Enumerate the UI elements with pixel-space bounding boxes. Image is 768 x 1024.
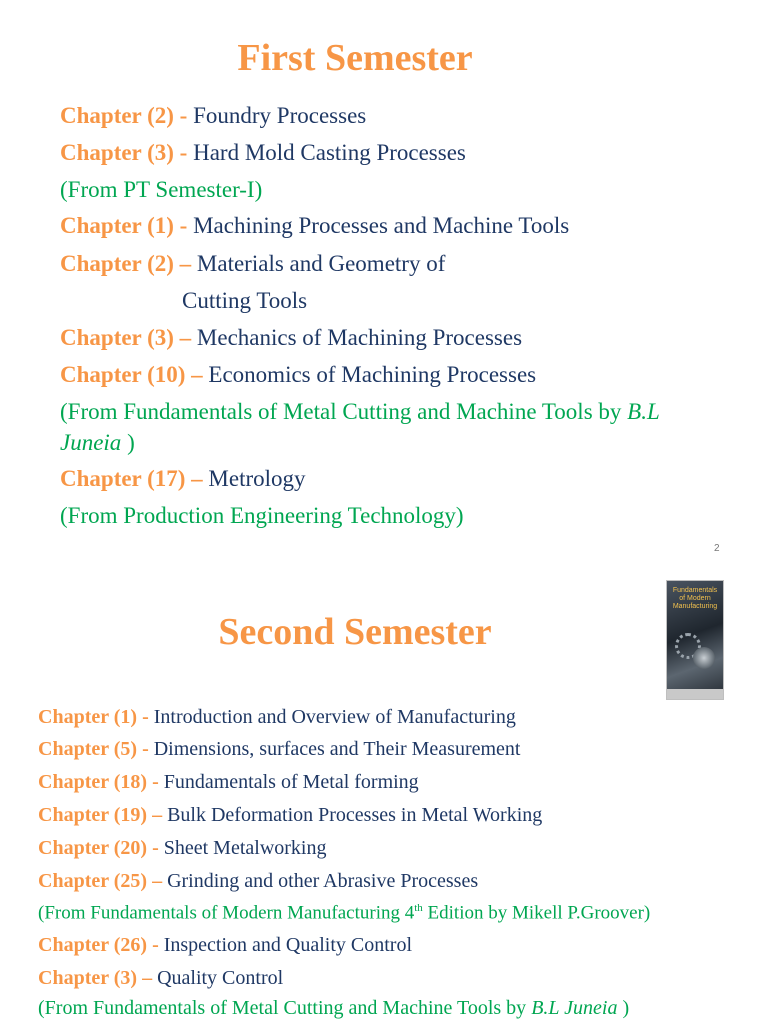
source-note — [38, 997, 629, 1020]
chapter-title: Inspection and Quality Control — [163, 934, 413, 956]
list-item — [60, 362, 536, 388]
list-item — [60, 213, 569, 239]
chapter-number: Chapter (20) - — [38, 837, 164, 859]
chapter-title: Fundamentals of Metal forming — [163, 771, 419, 793]
chapter-number: Chapter (26) - — [38, 934, 164, 956]
chapter-number: Chapter (2) - — [60, 103, 194, 128]
slide-second-semester — [0, 560, 768, 1024]
chapter-title: Grinding and other Abrasive Processes — [167, 870, 479, 892]
list-item — [60, 103, 366, 129]
source-note — [60, 177, 262, 203]
chapter-title: Bulk Deformation Processes in Metal Working — [167, 804, 543, 826]
chapter-number: Chapter (19) – — [38, 804, 168, 826]
source-text: ) — [121, 430, 135, 455]
list-item — [38, 738, 520, 761]
slide-title: First Semester — [237, 37, 473, 79]
chapter-number: Chapter (2) – — [60, 251, 197, 276]
source-text: (From Fundamentals of Modern Manufacturing 4 — [38, 902, 415, 924]
chapter-number: Chapter (3) – — [60, 325, 197, 350]
chapter-title: Quality Control — [157, 967, 284, 989]
source-text-end: ) — [617, 997, 630, 1019]
list-item — [38, 837, 326, 860]
source-note — [38, 902, 650, 924]
chapter-title: Sheet Metalworking — [163, 837, 327, 859]
list-item — [38, 967, 283, 990]
chapter-number: Chapter (17) – — [60, 466, 209, 491]
chapter-title: Foundry Processes — [193, 103, 367, 128]
source-text: (From PT Semester-I) — [60, 177, 263, 202]
source-note — [60, 430, 135, 456]
chapter-number: Chapter (1) - — [60, 213, 194, 238]
list-item — [38, 870, 478, 893]
source-text: (From Production Engineering Technology) — [60, 503, 464, 528]
chapter-title: Dimensions, surfaces and Their Measurement — [153, 738, 521, 760]
chapter-title: Cutting Tools — [182, 288, 308, 313]
book-cover-title: Fundamentals of Modern Manufacturing — [672, 587, 718, 610]
list-item — [38, 804, 542, 827]
source-text-end: Edition by Mikell P.Groover) — [422, 902, 651, 924]
source-note — [60, 399, 660, 425]
list-item — [60, 325, 522, 351]
chapter-title: Economics of Machining Processes — [208, 362, 537, 387]
chapter-title: Mechanics of Machining Processes — [196, 325, 523, 350]
chapter-number: Chapter (5) - — [38, 738, 154, 760]
list-item — [38, 934, 412, 957]
page-number: 2 — [714, 543, 720, 554]
list-item — [38, 706, 516, 729]
list-item — [38, 771, 419, 794]
list-item — [60, 251, 445, 277]
source-text: (From Fundamentals of Metal Cutting and Machine Tools by — [38, 997, 532, 1019]
source-author: Juneia — [60, 430, 122, 455]
source-text: (From Fundamentals of Metal Cutting and Machine Tools by — [60, 399, 628, 424]
source-superscript: th — [414, 902, 423, 914]
chapter-number: Chapter (10) – — [60, 362, 209, 387]
list-item-continuation — [182, 288, 307, 314]
chapter-number: Chapter (18) - — [38, 771, 164, 793]
chapter-title: Machining Processes and Machine Tools — [193, 213, 570, 238]
list-item — [60, 466, 306, 492]
chapter-number: Chapter (3) - — [60, 140, 194, 165]
chapter-title: Hard Mold Casting Processes — [193, 140, 466, 165]
chapter-number: Chapter (25) – — [38, 870, 168, 892]
list-item — [60, 140, 466, 166]
chapter-title: Metrology — [208, 466, 306, 491]
chapter-title: Materials and Geometry of — [196, 251, 446, 276]
chapter-number: Chapter (1) - — [38, 706, 154, 728]
source-author: B.L — [627, 399, 660, 424]
chapter-title: Introduction and Overview of Manufacturing — [153, 706, 516, 728]
chapter-number: Chapter (3) – — [38, 967, 158, 989]
source-note — [60, 503, 464, 529]
slide-title: Second Semester — [218, 611, 492, 653]
source-author: B.L Juneia — [531, 997, 618, 1019]
